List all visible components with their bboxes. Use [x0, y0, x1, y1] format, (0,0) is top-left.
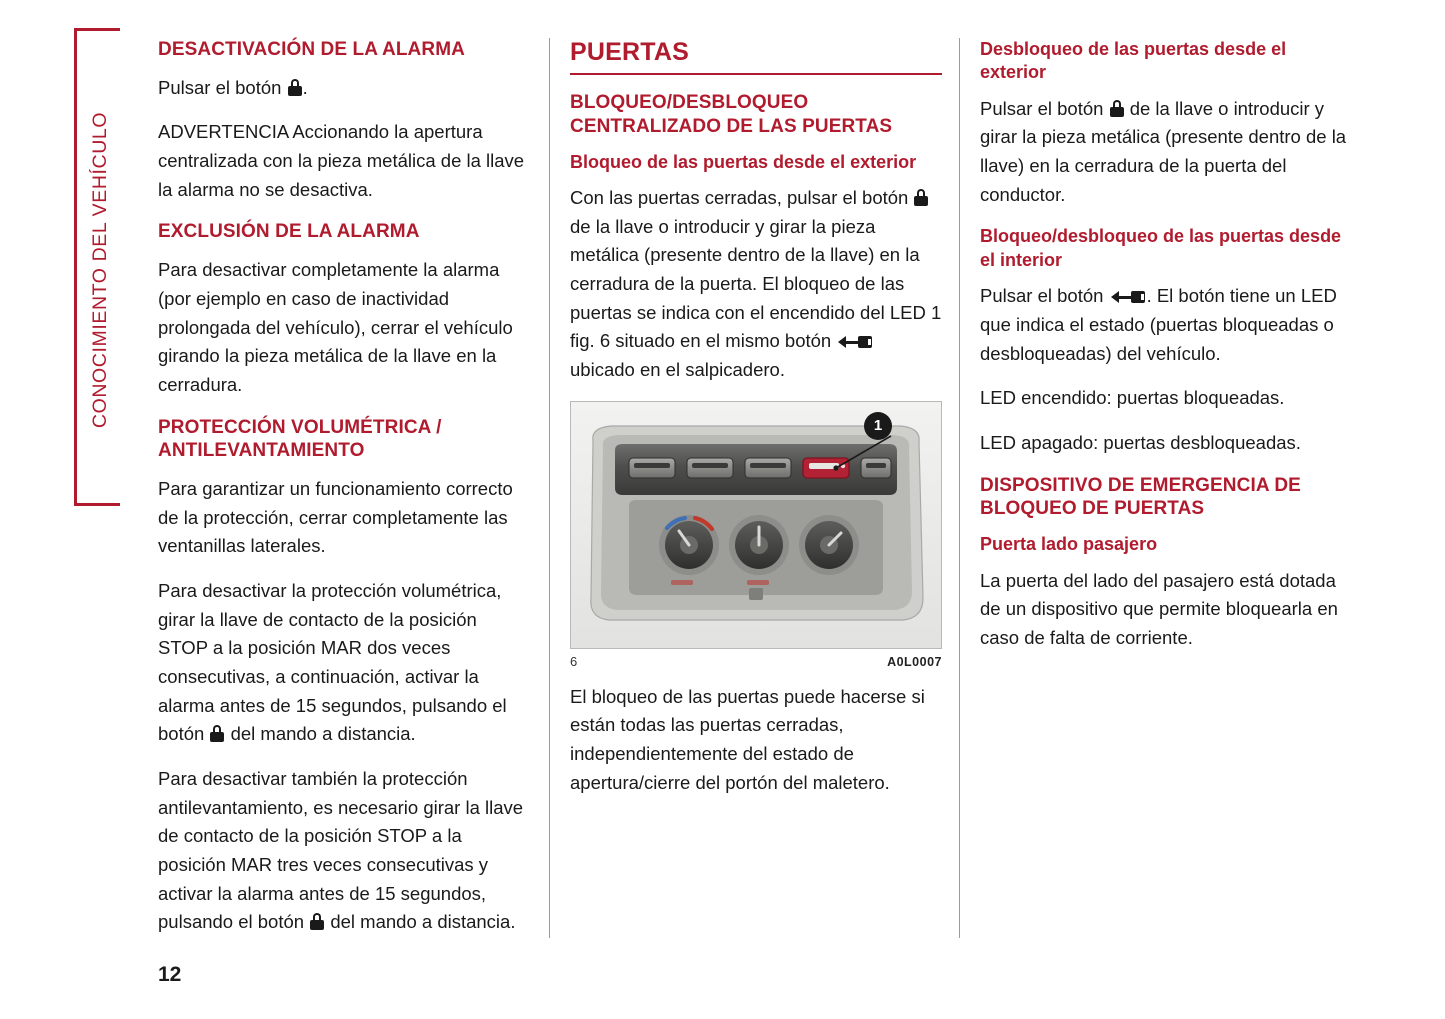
text-before-lock-icon: Pulsar el botón	[158, 76, 287, 98]
heading-dispositivo-emergencia: DISPOSITIVO DE EMERGENCIA DE BLOQUEO DE PUERTAS	[980, 474, 1301, 520]
paragraph-desactivar-antilevantamiento	[158, 765, 530, 937]
figure-code: A0L0007	[887, 654, 942, 669]
paragraph-pulsar-boton	[158, 74, 530, 103]
paragraph-advertencia: ADVERTENCIA Accionando la apertura centralizada con la pieza metálica de la llave la alarma no se desactiva.	[158, 121, 525, 200]
chapter-side-tab	[74, 28, 120, 506]
paragraph-desactivar-volumetrica	[158, 577, 530, 749]
column-divider-1	[549, 38, 550, 938]
figure-number: 6	[570, 653, 578, 669]
heading-proteccion-volumetrica: PROTECCIÓN VOLUMÉTRICA / ANTILEVANTAMIENTO	[158, 416, 442, 462]
paragraph-proteccion-ventanillas: Para garantizar un funcionamiento correcto de la protección, cerrar completamente las ventanillas laterales.	[158, 478, 513, 557]
padlock-icon	[1110, 100, 1124, 117]
text-part-1: Pulsar el botón	[980, 97, 1109, 119]
paragraph-desbloqueo-exterior	[980, 95, 1352, 210]
text-after-lock-icon-2: del mando a distancia.	[225, 723, 416, 745]
padlock-icon	[288, 79, 302, 96]
figure-caption-row	[570, 654, 942, 669]
console-illustration	[571, 402, 941, 648]
title-underline	[570, 73, 942, 75]
paragraph-bloqueo-condiciones: El bloqueo de las puertas puede hacerse si están todas las puertas cerradas, independientemente del estado de apertura/cierre del portón del maletero.	[570, 685, 925, 793]
paragraph-exclusion-alarma: Para desactivar completamente la alarma (por ejemplo en caso de inactividad prolongada del vehículo), cerrar el vehículo girando la pieza metálica de la llave en la cerradura.	[158, 259, 513, 395]
paragraph-puerta-pasajero: La puerta del lado del pasajero está dotada de un dispositivo que permite bloquearla en caso de falta de corriente.	[980, 569, 1338, 648]
paragraph-bloqueo-interior	[980, 282, 1352, 368]
text-part-1: Pulsar el botón	[980, 285, 1109, 307]
dashboard-central-console-photo	[570, 401, 942, 649]
paragraph-led-encendido: LED encendido: puertas bloqueadas.	[980, 387, 1285, 409]
chapter-side-tab-label: CONOCIMIENTO DEL VEHÍCULO	[88, 111, 111, 429]
figure-block	[570, 401, 942, 669]
heading-desactivacion-alarma: DESACTIVACIÓN DE LA ALARMA	[158, 39, 465, 60]
central-locking-key-icon	[1111, 290, 1145, 304]
text-part-2: de la llave o introducir y girar la pieza metálica (presente dentro de la llave) en la cerradura de la puerta. El bloqueo de las puertas se indica con el encendido del LED 1 fig. 6 situado en el mismo botón	[570, 215, 942, 352]
page-number: 12	[158, 963, 182, 986]
text-part-2: de la llave o introducir y girar la pieza metálica (presente dentro de la llave) en la cerradura de la puerta del conductor.	[980, 97, 1347, 205]
text-after-lock-icon-3: del mando a distancia.	[325, 911, 516, 933]
heading-bloqueo-desbloqueo-centralizado: BLOQUEO/DESBLOQUEO CENTRALIZADO DE LAS PUERTAS	[570, 92, 893, 137]
padlock-icon	[210, 725, 224, 742]
column-one	[158, 38, 530, 953]
text-part-1: Con las puertas cerradas, pulsar el botón	[570, 186, 914, 208]
text-before-lock-icon-2: Para desactivar la protección volumétrica, girar la llave de contacto de la posición STOP a la posición MAR dos veces consecutivas, a continuación, activar la alarma antes de 15 segundos, pulsando el botón	[158, 580, 507, 745]
figure-callout-1-label: 1	[873, 417, 883, 435]
text-part-3: ubicado en el salpicadero.	[570, 358, 785, 380]
paragraph-bloqueo-exterior	[570, 184, 942, 385]
subheading-puerta-lado-pasajero: Puerta lado pasajero	[980, 534, 1158, 555]
column-divider-2	[959, 38, 960, 938]
paragraph-led-apagado: LED apagado: puertas desbloqueadas.	[980, 431, 1301, 453]
subheading-desbloqueo-exterior: Desbloqueo de las puertas desde el exterior	[980, 39, 1287, 83]
padlock-icon	[914, 189, 928, 206]
subheading-bloqueo-desbloqueo-interior: Bloqueo/desbloqueo de las puertas desde el interior	[980, 226, 1342, 270]
text-part-2: . El botón tiene un LED que indica el estado (puertas bloqueadas o desbloqueadas) del vehículo.	[980, 285, 1337, 364]
central-locking-key-icon	[838, 335, 872, 349]
column-two	[570, 38, 942, 813]
figure-callout-1	[864, 412, 892, 440]
text-after-lock-icon: .	[302, 76, 308, 98]
subheading-bloqueo-exterior: Bloqueo de las puertas desde el exterior	[570, 151, 917, 172]
text-before-lock-icon-3: Para desactivar también la protección antilevantamiento, es necesario girar la llave de contacto de la posición STOP a la posición MAR tres veces consecutivas y activar la alarma antes de 15 segundos, pulsando el botón	[158, 768, 524, 933]
section-title-puertas: PUERTAS	[570, 38, 690, 66]
padlock-icon	[310, 913, 324, 930]
column-three	[980, 38, 1352, 669]
climate-dials	[659, 515, 859, 575]
heading-exclusion-alarma: EXCLUSIÓN DE LA ALARMA	[158, 221, 420, 243]
